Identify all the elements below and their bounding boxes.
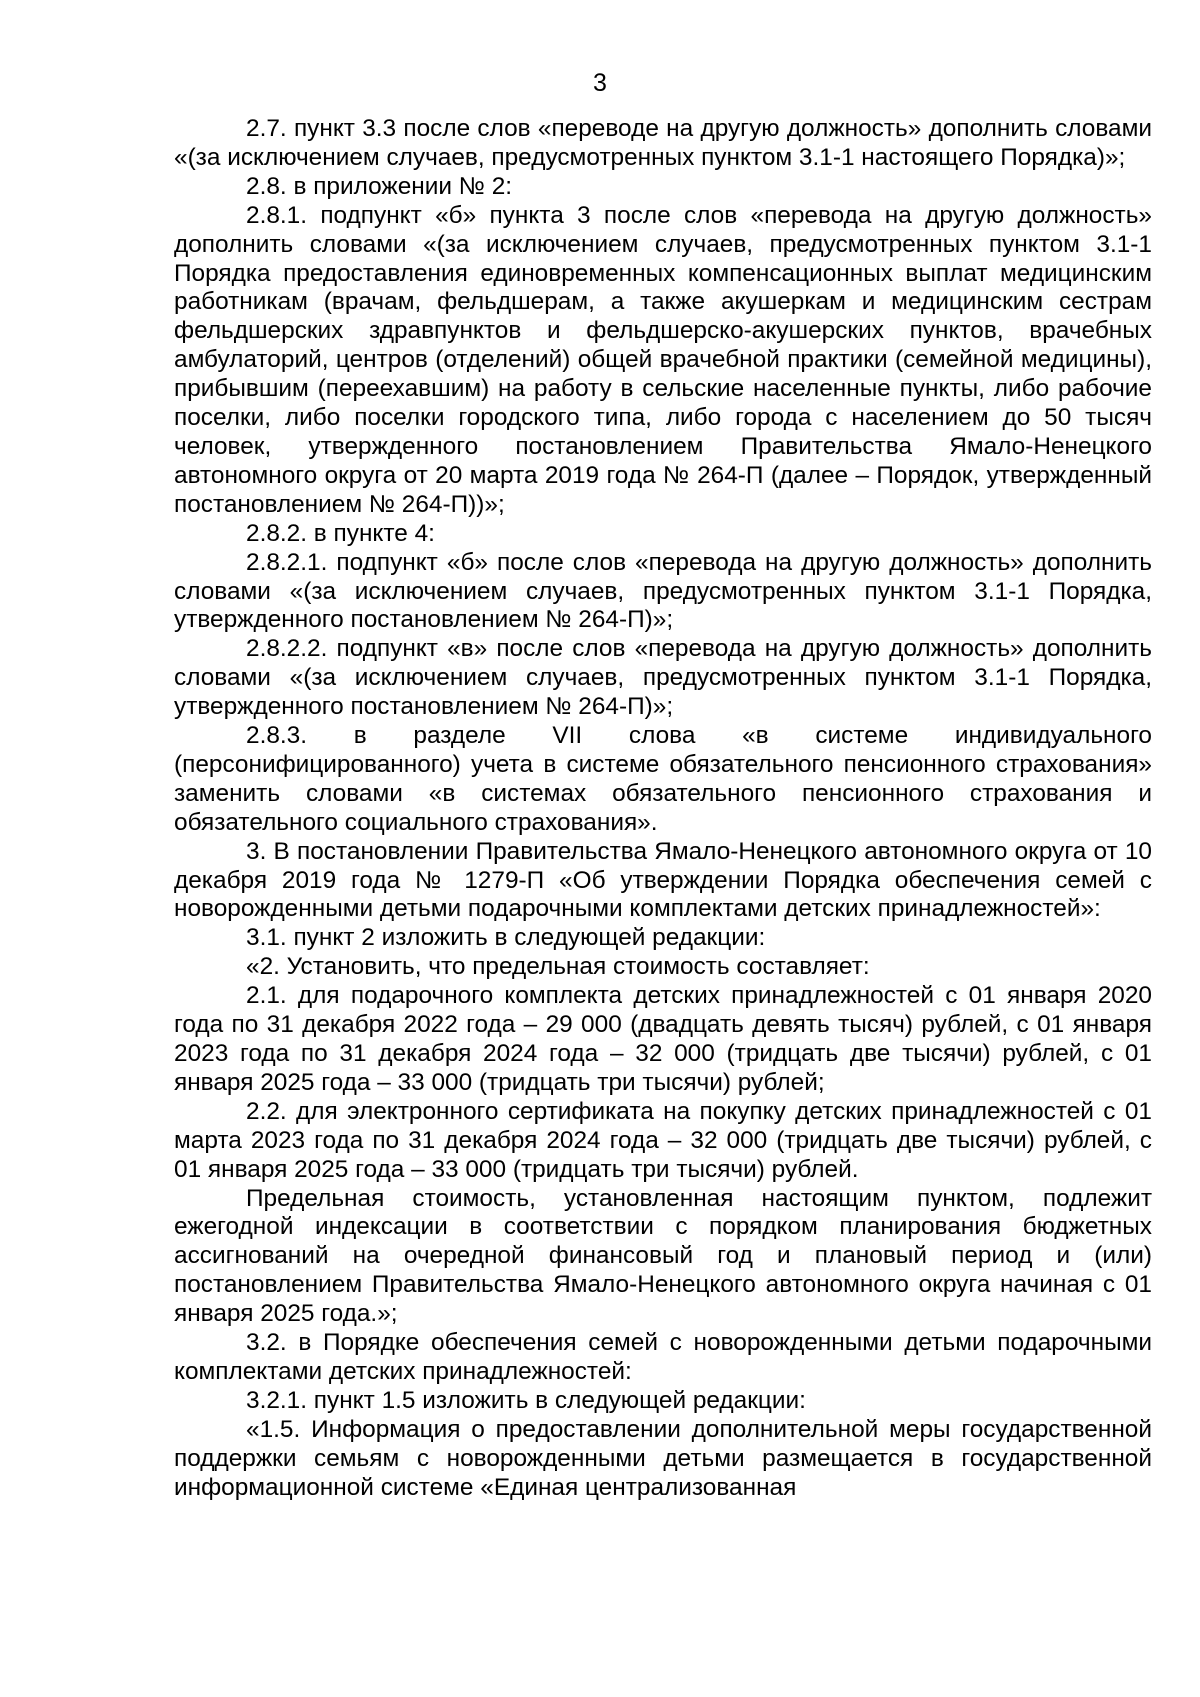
paragraph-3-2: 3.2. в Порядке обеспечения семей с новорожденными детьми подарочными комплектами детских принадлежностей:	[174, 1329, 1152, 1385]
document-body	[174, 115, 1152, 1503]
page-number: 3	[593, 69, 607, 97]
paragraph-quote-2-2: 2.2. для электронного сертификата на покупку детских принадлежностей с 01 марта 2023 года по 31 декабря 2024 года – 32 000 (тридцать две тысячи) рублей, с 01 января 2025 года – 33 000 (тридцать три тысячи) рублей.	[174, 1097, 1152, 1183]
paragraph-2-7: 2.7. пункт 3.3 после слов «переводе на другую должность» дополнить словами «(за исключением случаев, предусмотренных пунктом 3.1-1 настоящего Порядка)»;	[174, 115, 1152, 171]
paragraph-2-8-2-1: 2.8.2.1. подпункт «б» после слов «перевода на другую должность» дополнить словами «(за исключением случаев, предусмотренных пунктом 3.1-1 Порядка, утвержденного постановлением № 264-П)»;	[174, 548, 1152, 634]
paragraph-2-8-2: 2.8.2. в пункте 4:	[246, 519, 435, 547]
paragraph-3: 3. В постановлении Правительства Ямало-Ненецкого автономного округа от 10 декабря 2019 года № 1279-П «Об утверждении Порядка обеспечения семей с новорожденными детьми подарочными комплектами детских принадлежностей»:	[174, 837, 1152, 923]
paragraph-3-1: 3.1. пункт 2 изложить в следующей редакции:	[246, 924, 766, 952]
paragraph-3-2-1: 3.2.1. пункт 1.5 изложить в следующей редакции:	[246, 1386, 806, 1414]
paragraph-2-8: 2.8. в приложении № 2:	[246, 172, 513, 200]
paragraph-indexation: Предельная стоимость, установленная настоящим пунктом, подлежит ежегодной индексации в соответствии с порядком планирования бюджетных ассигнований на очередной финансовый год и плановый период и (или) постановлением Правительства Ямало-Ненецкого автономного округа начиная с 01 января 2025 года.»;	[174, 1184, 1152, 1328]
paragraph-2-8-1: 2.8.1. подпункт «б» пункта 3 после слов «перевода на другую должность» дополнить словами «(за исключением случаев, предусмотренных пунктом 3.1-1 Порядка предоставления единовременных компенсационных выплат медицинским работникам (врачам, фельдшерам, а также акушеркам и медицинским сестрам фельдшерских здравпунктов и фельдшерско-акушерских пунктов, врачебных амбулаторий, центров (отделений) общей врачебной практики (семейной медицины), прибывшим (переехавшим) на работу в сельские населенные пункты, либо рабочие поселки, либо поселки городского типа, либо города с населением до 50 тысяч человек, утвержденного постановлением Правительства Ямало-Ненецкого автономного округа от 20 марта 2019 года № 264-П (далее – Порядок, утвержденный постановлением № 264-П))»;	[174, 201, 1152, 518]
paragraph-2-8-2-2: 2.8.2.2. подпункт «в» после слов «перевода на другую должность» дополнить словами «(за исключением случаев, предусмотренных пунктом 3.1-1 Порядка, утвержденного постановлением № 264-П)»;	[174, 635, 1152, 721]
paragraph-quote-2-1: 2.1. для подарочного комплекта детских принадлежностей с 01 января 2020 года по 31 декабря 2022 года – 29 000 (двадцать девять тысяч) рублей, с 01 января 2023 года по 31 декабря 2024 года – 32 000 (тридцать две тысячи) рублей, с 01 января 2025 года – 33 000 (тридцать три тысячи) рублей;	[174, 982, 1152, 1096]
paragraph-quote-2: «2. Установить, что предельная стоимость составляет:	[246, 953, 870, 981]
paragraph-2-8-3: 2.8.3. в разделе VII слова «в системе индивидуального (персонифицированного) учета в системе обязательного пенсионного страхования» заменить словами «в системах обязательного пенсионного страхования и обязательного социального страхования».	[174, 722, 1152, 836]
paragraph-quote-1-5: «1.5. Информация о предоставлении дополнительной меры государственной поддержки семьям с новорожденными детьми размещается в государственной информационной системе «Единая централизованная	[174, 1415, 1152, 1501]
